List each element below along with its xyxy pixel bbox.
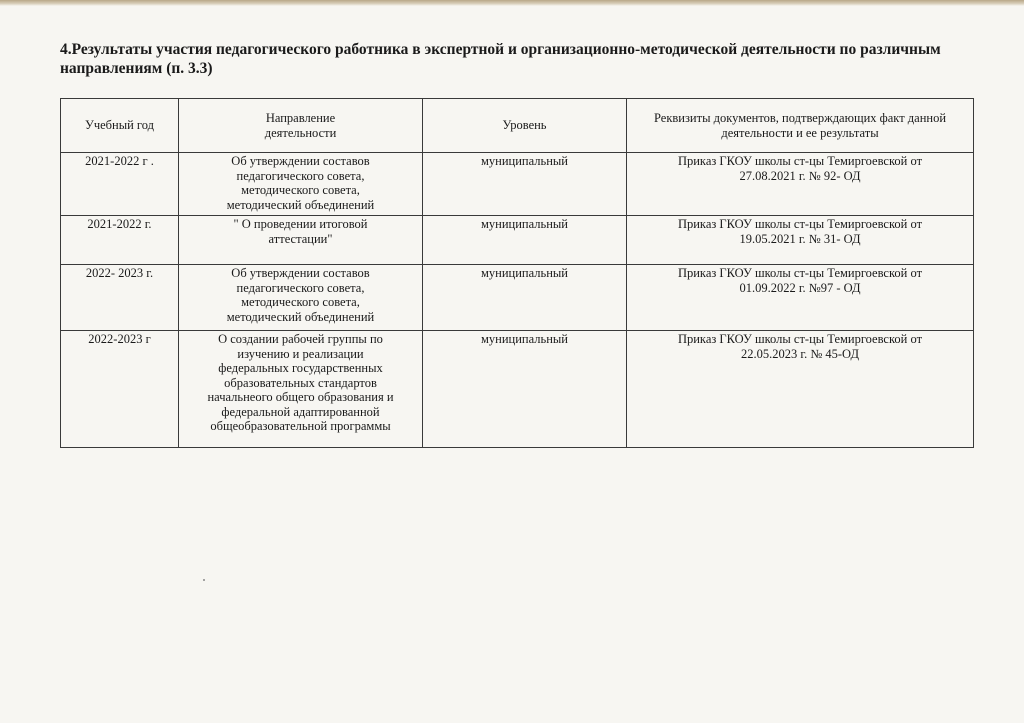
table-header-row	[61, 99, 974, 153]
cell-year: 2021-2022 г .	[61, 153, 179, 216]
header-level: Уровень	[423, 99, 627, 153]
table-row	[61, 265, 974, 331]
scan-edge	[0, 0, 1024, 6]
scan-speck	[203, 579, 205, 581]
cell-direction: О создании рабочей группы по изучению и реализации федеральных государственных образовательных стандартов начальнеого общего образования и федеральной адаптированной общеобразовательной программы	[179, 331, 423, 448]
cell-level: муниципальный	[423, 153, 627, 216]
header-documents: Реквизиты документов, подтверждающих факт данной деятельности и ее результаты	[627, 99, 974, 153]
cell-year: 2022-2023 г	[61, 331, 179, 448]
cell-documents: Приказ ГКОУ школы ст-цы Темиргоевской от 22.05.2023 г. № 45-ОД	[627, 331, 974, 448]
cell-direction: Об утверждении составов педагогического совета, методического совета, методический объединений	[179, 153, 423, 216]
cell-documents: Приказ ГКОУ школы ст-цы Темиргоевской от 01.09.2022 г. №97 - ОД	[627, 265, 974, 331]
activity-table	[60, 98, 974, 448]
cell-level: муниципальный	[423, 216, 627, 265]
header-direction: Направление деятельности	[179, 99, 423, 153]
cell-direction: Об утверждении составов педагогического совета, методического совета, методический объединений	[179, 265, 423, 331]
table-row	[61, 216, 974, 265]
cell-level: муниципальный	[423, 265, 627, 331]
table-row	[61, 331, 974, 448]
cell-level: муниципальный	[423, 331, 627, 448]
section-heading: 4.Результаты участия педагогического работника в экспертной и организационно-методической деятельности по различным направлениям (п. 3.3)	[60, 41, 941, 77]
cell-documents: Приказ ГКОУ школы ст-цы Темиргоевской от 27.08.2021 г. № 92- ОД	[627, 153, 974, 216]
cell-direction: " О проведении итоговой аттестации"	[179, 216, 423, 265]
table-row	[61, 153, 974, 216]
cell-documents: Приказ ГКОУ школы ст-цы Темиргоевской от 19.05.2021 г. № 31- ОД	[627, 216, 974, 265]
cell-year: 2021-2022 г.	[61, 216, 179, 265]
header-year: Учебный год	[61, 99, 179, 153]
cell-year: 2022- 2023 г.	[61, 265, 179, 331]
